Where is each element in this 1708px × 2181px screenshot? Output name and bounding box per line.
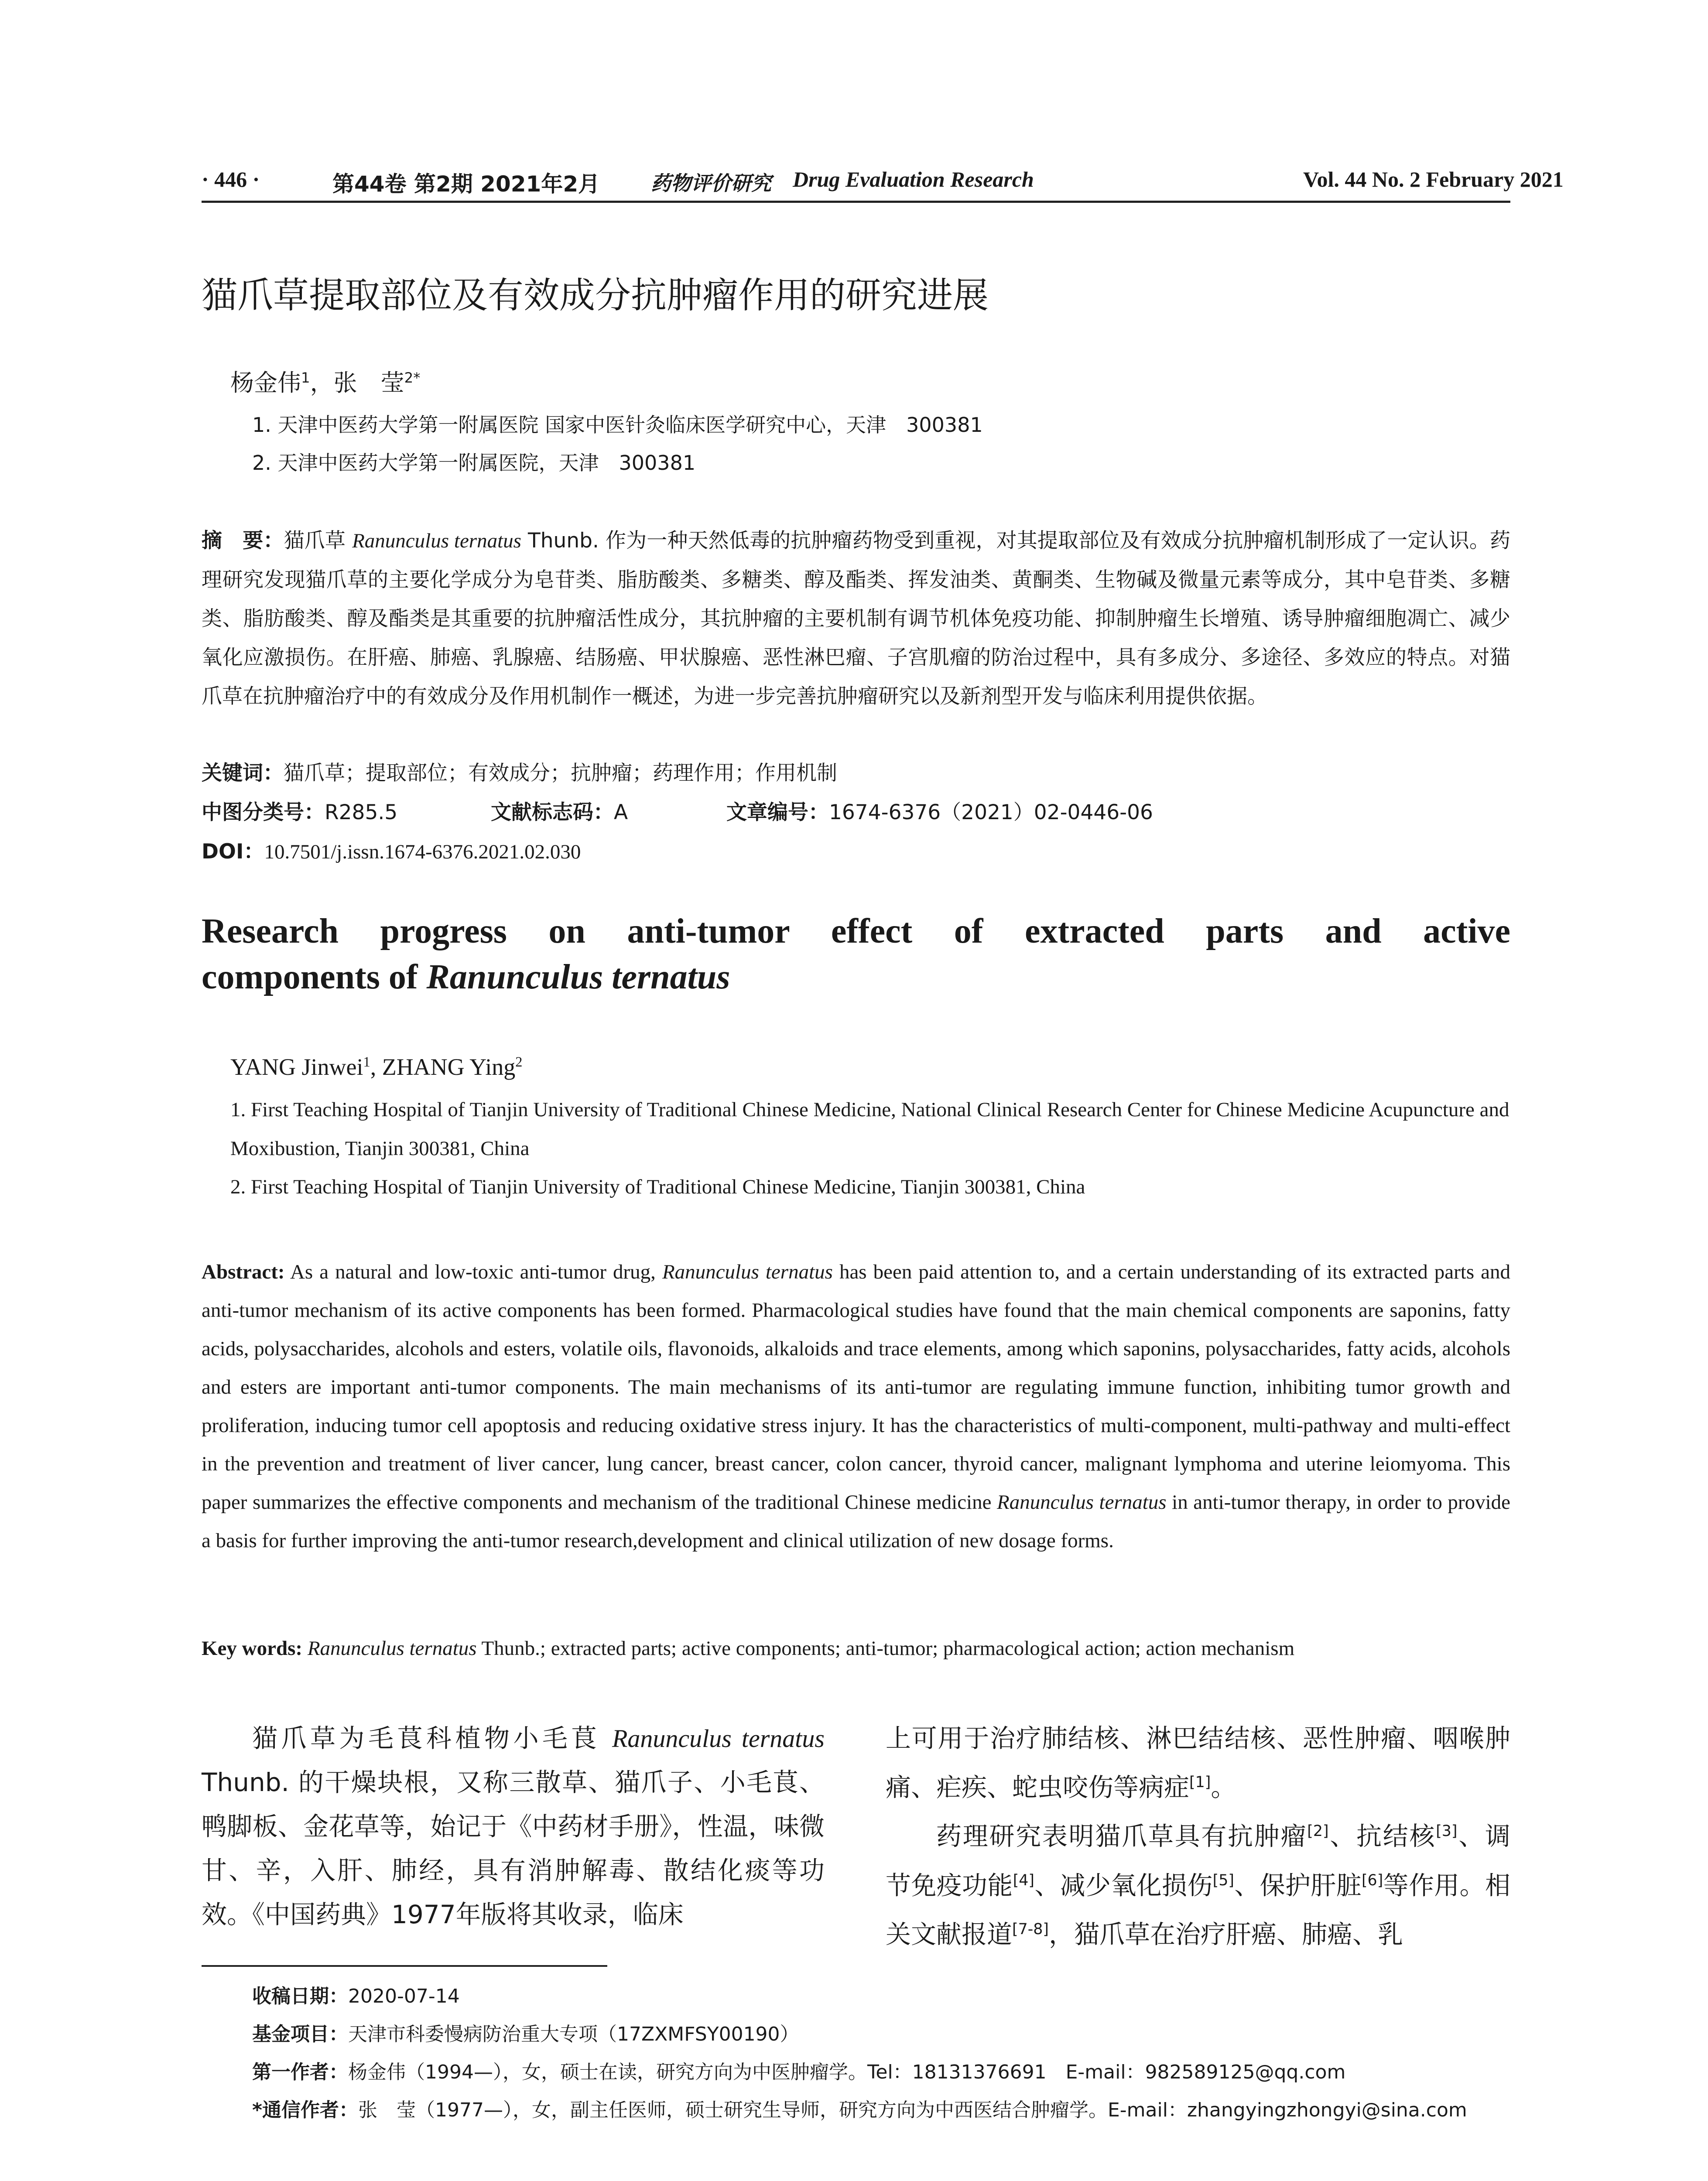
author-1-en: YANG Jinwei	[230, 1054, 363, 1080]
clc-label: 中图分类号：	[202, 800, 325, 824]
citation-1[interactable]: [1]	[1189, 1774, 1211, 1791]
abstract-en-species-2: Ranunculus ternatus	[997, 1491, 1167, 1514]
affiliation-cn-1: 1. 天津中医药大学第一附属医院 国家中医针灸临床医学研究中心，天津 300381	[252, 413, 983, 437]
issue-cn: 第44卷 第2期 2021年2月	[332, 171, 600, 197]
title-cn: 猫爪草提取部位及有效成分抗肿瘤作用的研究进展	[202, 275, 989, 316]
footnote-corresponding	[252, 2094, 1467, 2122]
keywords-cn-text: 猫爪草；提取部位；有效成分；抗肿瘤；药理作用；作用机制	[284, 761, 837, 785]
footnote-first-author	[252, 2056, 1345, 2084]
keywords-en-text: Thunb.; extracted parts; active components; anti-tumor; pharmacological action; action mechanism	[476, 1637, 1295, 1660]
clc-value: R285.5	[325, 800, 398, 824]
author-en-sep: ,	[370, 1054, 382, 1080]
received-value: 2020-07-14	[348, 1985, 460, 2007]
author-1-en-sup: 1	[363, 1054, 370, 1070]
abstract-en-part-2: has been paid attention to, and a certain understanding of its extracted parts and anti-tumor mechanism of its active components has been formed. Pharmacological studies have found that the main chemical components are saponins, fatty acids, polysaccharides, alcohols and esters, volatile oils, flavonoids, alkaloids and trace elements, among which saponins, polysaccharides, fatty acids, alcohols and esters are important anti-tumor components. The main mechanisms of its anti-tumor are regulating immune function, inhibiting tumor growth and proliferation, inducing tumor cell apoptosis and reducing oxidative stress injury. It has the characteristics of multi-component, multi-pathway and multi-effect in the prevention and treatment of liver cancer, lung cancer, breast cancer, colon cancer, thyroid cancer, malignant lymphoma and uterine leiomyoma. This paper summarizes the effective components and mechanism of the traditional Chinese medicine	[202, 1261, 1510, 1514]
abstract-en-species-1: Ranunculus ternatus	[662, 1261, 833, 1283]
affiliation-cn-2: 2. 天津中医药大学第一附属医院，天津 300381	[252, 451, 696, 475]
authors-en	[230, 1053, 522, 1080]
author-sep: ，	[310, 369, 334, 397]
body-right-paragraph-2	[886, 1809, 1510, 1956]
article-number	[726, 796, 1153, 825]
abstract-cn-label: 摘 要：	[202, 529, 284, 553]
body-right-p2-c: 、调节免疫功能	[886, 1821, 1510, 1900]
abstract-cn-lead: 猫爪草	[284, 529, 353, 553]
page-number: · 446 ·	[202, 167, 260, 191]
header-rule	[202, 201, 1510, 203]
title-en-species: Ranunculus ternatus	[426, 958, 730, 996]
abstract-en-label: Abstract:	[202, 1261, 285, 1283]
first-author-label: 第一作者：	[252, 2061, 348, 2083]
body-left-part-b: Thunb. 的干燥块根，又称三散草、猫爪子、小毛茛、鸭脚板、金花草等，始记于《中药材手册》，性温，味微甘、辛，入肝、肺经，具有消肿解毒、散结化痰等功效。《中国药典》1977年版将其收录，临床	[202, 1767, 825, 1929]
abstract-en-part-1: As a natural and low-toxic anti-tumor drug,	[284, 1261, 662, 1283]
classification-row	[202, 796, 397, 825]
corresponding-label: *通信作者：	[252, 2099, 359, 2121]
issue-en: Vol. 44 No. 2 February 2021	[1303, 167, 1564, 191]
title-en-line-2	[202, 957, 730, 997]
corresponding-value: 张 莹（1977—），女，副主任医师，硕士研究生导师，研究方向为中西医结合肿瘤学。E-mail：zhangyingzhongyi@sina.com	[358, 2099, 1467, 2121]
citation-4[interactable]: [4]	[1013, 1871, 1034, 1889]
keywords-cn	[202, 757, 837, 786]
author-2-sup: 2*	[404, 369, 421, 386]
keywords-en	[202, 1637, 1510, 1660]
abstract-en	[202, 1253, 1510, 1560]
body-right-p2-b: 、抗结核	[1328, 1821, 1436, 1851]
title-en-plain: components of	[202, 958, 427, 996]
journal-logo-cn: 药物评价研究	[651, 171, 771, 195]
footnote-received	[252, 1980, 460, 2008]
body-right-paragraph-1	[886, 1716, 1510, 1809]
doi	[202, 835, 581, 865]
footnote-rule	[202, 1965, 607, 1967]
doc-value: A	[614, 800, 628, 824]
keywords-en-label: Key words:	[202, 1637, 303, 1660]
author-2-en-sup: 2	[515, 1054, 523, 1070]
doi-label: DOI：	[202, 840, 264, 864]
body-right-p2-e: 、保护肝脏	[1234, 1870, 1362, 1900]
body-right-p1-text: 上可用于治疗肺结核、淋巴结结核、恶性肿瘤、咽喉肿痛、疟疾、蛇虫咬伤等病症	[886, 1723, 1510, 1802]
author-1-cn: 杨金伟	[230, 369, 301, 397]
body-right-p1-end: 。	[1211, 1772, 1236, 1802]
fund-value: 天津市科委慢病防治重大专项（17ZXMFSY00190）	[348, 2023, 799, 2045]
abstract-cn-species: Ranunculus ternatus	[352, 530, 521, 552]
author-2-en: ZHANG Ying	[382, 1054, 516, 1080]
keywords-en-species: Ranunculus ternatus	[302, 1637, 477, 1660]
footnote-fund	[252, 2018, 799, 2046]
citation-7-8[interactable]: [7-8]	[1012, 1920, 1049, 1938]
author-1-sup: 1	[301, 369, 310, 386]
doc-label: 文献标志码：	[491, 800, 614, 824]
first-author-value: 杨金伟（1994—），女，硕士在读，研究方向为中医肿瘤学。Tel：18131376691 E-mail：982589125@qq.com	[348, 2061, 1346, 2083]
received-label: 收稿日期：	[252, 1985, 348, 2007]
citation-2[interactable]: [2]	[1307, 1822, 1329, 1840]
affiliation-en-1: 1. First Teaching Hospital of Tianjin University of Traditional Chinese Medicine, National Clinical Research Center for Chinese Medicine Acupuncture and Moxibustion, Tianjin 300381, China	[230, 1098, 1509, 1160]
abstract-cn	[202, 521, 1510, 716]
doi-value: 10.7501/j.issn.1674-6376.2021.02.030	[264, 841, 581, 863]
doc-code	[491, 796, 628, 825]
body-right-p2-a: 药理研究表明猫爪草具有抗肿瘤	[936, 1821, 1308, 1851]
body-right-column	[886, 1716, 1510, 1956]
author-2-cn: 张 莹	[333, 369, 404, 397]
journal-name-en: Drug Evaluation Research	[793, 167, 1034, 191]
authors-cn	[230, 364, 420, 398]
abstract-cn-text: Thunb. 作为一种天然低毒的抗肿瘤药物受到重视，对其提取部位及有效成分抗肿瘤机制形成了一定认识。药理研究发现猫爪草的主要化学成分为皂苷类、脂肪酸类、多糖类、醇及酯类、挥发油类、黄酮类、生物碱及微量元素等成分，其中皂苷类、多糖类、脂肪酸类、醇及酯类是其重要的抗肿瘤活性成分，其抗肿瘤的主要机制有调节机体免疫功能、抑制肿瘤生长增殖、诱导肿瘤细胞凋亡、减少氧化应激损伤。在肝癌、肺癌、乳腺癌、结肠癌、甲状腺癌、恶性淋巴瘤、子宫肌瘤的防治过程中，具有多成分、多途径、多效应的特点。对猫爪草在抗肿瘤治疗中的有效成分及作用机制作一概述，为进一步完善抗肿瘤研究以及新剂型开发与临床利用提供依据。	[202, 529, 1510, 708]
abstract-en-part-3: in anti-tumor therapy, in order to provide a basis for further improving the anti-tumor research,development and clinical utilization of new dosage forms.	[202, 1491, 1510, 1552]
article-label: 文章编号：	[726, 800, 829, 824]
title-en-line-1: Research progress on anti-tumor effect of extracted parts and active	[202, 912, 1510, 950]
body-right-p2-d: 、减少氧化损伤	[1034, 1870, 1213, 1900]
citation-5[interactable]: [5]	[1212, 1871, 1234, 1889]
body-right-p2-f: 等作用。相关文献报道	[886, 1870, 1510, 1949]
body-left-species: Ranunculus ternatus	[612, 1724, 825, 1753]
article-value: 1674-6376（2021）02-0446-06	[829, 800, 1153, 824]
running-header	[202, 167, 1564, 202]
body-left-column	[202, 1716, 825, 1937]
citation-6[interactable]: [6]	[1361, 1871, 1383, 1889]
body-right-p2-g: ，猫爪草在治疗肝癌、肺癌、乳	[1049, 1919, 1403, 1949]
body-left-part-a: 猫爪草为毛茛科植物小毛茛	[252, 1723, 612, 1753]
keywords-cn-label: 关键词：	[202, 761, 284, 785]
affiliation-en-2: 2. First Teaching Hospital of Tianjin University of Traditional Chinese Medicine, Tianjin 300381, China	[230, 1176, 1085, 1198]
citation-3[interactable]: [3]	[1436, 1822, 1458, 1840]
fund-label: 基金项目：	[252, 2023, 348, 2045]
